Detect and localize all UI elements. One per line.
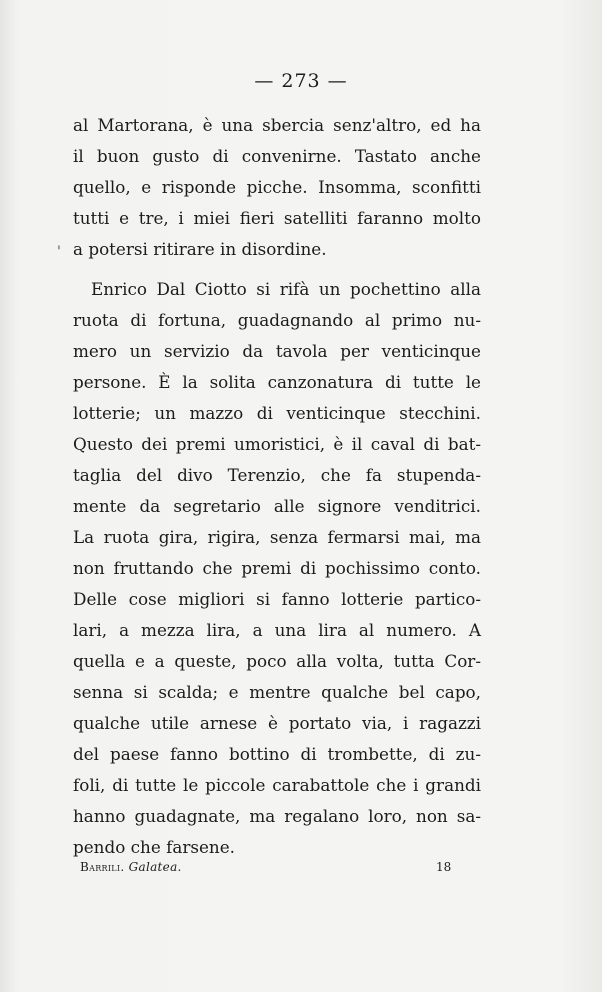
text-line: il buon gusto di convenirne. Tastato anche xyxy=(73,146,481,166)
body-text xyxy=(73,110,481,863)
text-line: lari, a mezza lira, a una lira al numero. A xyxy=(73,620,481,640)
text-line: qualche utile arnese è portato via, i ragazzi xyxy=(73,713,481,733)
signature-number: 18 xyxy=(436,860,452,874)
text-line: ruota di fortuna, guadagnando al primo nu- xyxy=(73,310,481,330)
signature-author: Barrili. xyxy=(80,860,125,874)
text-line: foli, di tutte le piccole carabattole che i grandi xyxy=(73,775,481,795)
text-line: Questo dei premi umoristici, è il caval di bat- xyxy=(73,434,481,454)
text-line: La ruota gira, rigira, senza fermarsi mai, ma xyxy=(73,527,481,547)
text-line: non fruttando che premi di pochissimo conto. xyxy=(73,558,481,578)
text-line: mente da segretario alle signore venditrici. xyxy=(73,496,481,516)
text-line: lotterie; un mazzo di venticinque stecchini. xyxy=(73,403,481,423)
paragraph-2 xyxy=(73,274,481,863)
text-line: senna si scalda; e mentre qualche bel capo, xyxy=(73,682,481,702)
text-line: Delle cose migliori si fanno lotterie partico- xyxy=(73,589,481,609)
text-line: quello, e risponde picche. Insomma, sconfitti xyxy=(73,177,481,197)
margin-mark: ' xyxy=(57,244,61,260)
paragraph-1 xyxy=(73,110,481,265)
signature-title: Galatea. xyxy=(128,860,182,874)
text-line: del paese fanno bottino di trombette, di zu- xyxy=(73,744,481,764)
text-line: pendo che farsene. xyxy=(73,837,235,857)
text-line: tutti e tre, i miei fieri satelliti faranno molto xyxy=(73,208,481,228)
text-line: mero un servizio da tavola per venticinque xyxy=(73,341,481,361)
text-line: Enrico Dal Ciotto si rifà un pochettino alla xyxy=(91,279,481,299)
text-line: al Martorana, è una sbercia senz'altro, ed ha xyxy=(73,115,481,135)
text-line: persone. È la solita canzonatura di tutte le xyxy=(73,372,481,392)
page-number: — 273 — xyxy=(254,70,348,92)
footer-signature xyxy=(80,860,182,874)
text-line: taglia del divo Terenzio, che fa stupenda- xyxy=(73,465,481,485)
text-line: a potersi ritirare in disordine. xyxy=(73,239,327,259)
text-line: hanno guadagnate, ma regalano loro, non sa- xyxy=(73,806,481,826)
text-line: quella e a queste, poco alla volta, tutta Cor- xyxy=(73,651,481,671)
